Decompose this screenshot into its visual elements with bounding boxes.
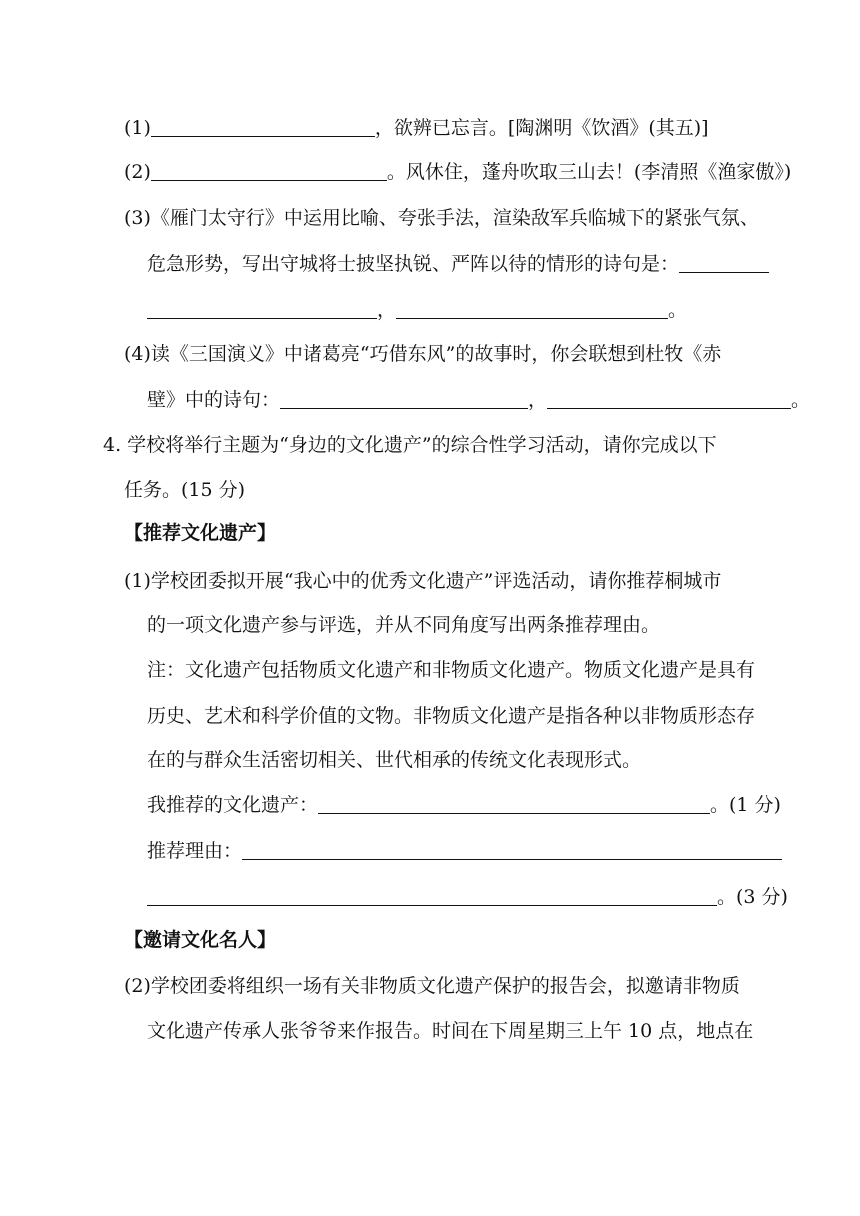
q3-item3-comma: ，: [377, 299, 397, 321]
q3-item1-answer-blank[interactable]: [151, 116, 375, 137]
reason-answer-blank-2[interactable]: [147, 885, 717, 906]
q3-item3-blank-2[interactable]: [396, 298, 668, 319]
q3-item1-number: (1): [124, 117, 151, 139]
q3-item3-line1: (3)《雁门太守行》中运用比喻、夸张手法，渲染敌军兵临城下的紧张气氛、: [124, 207, 759, 229]
q3-item3-line3: [147, 295, 687, 325]
q3-item2-answer-blank[interactable]: [151, 160, 387, 181]
q3-item3-blank-1[interactable]: [147, 298, 377, 319]
q4-reason-row-2: [147, 882, 788, 912]
q4-sub2-line2: 文化遗产传承人张爷爷来作报告。时间在下周星期三上午 10 点，地点在: [147, 1020, 754, 1042]
q3-item2: [124, 157, 791, 187]
section-heading-invite: 【邀请文化名人】: [124, 929, 277, 951]
recommend-label: 我推荐的文化遗产：: [147, 794, 319, 816]
recommend-score: 。(1 分): [710, 794, 781, 816]
q4-sub2-line1: (2)学校团委将组织一场有关非物质文化遗产保护的报告会，拟邀请非物质: [124, 975, 740, 997]
q3-item3-blank-start[interactable]: [679, 252, 769, 273]
q3-item2-text: 。风休住，蓬舟吹取三山去！(李清照《渔家傲》): [386, 161, 792, 183]
q4-recommend-row: [147, 790, 781, 820]
q3-item4-comma: ，: [528, 389, 548, 411]
reason-answer-blank-1[interactable]: [242, 839, 782, 860]
q3-item3-end: 。: [668, 299, 688, 321]
q4-note-line1: 注：文化遗产包括物质文化遗产和非物质文化遗产。物质文化遗产是具有: [147, 659, 756, 681]
q4-stem-line1: 4. 学校将举行主题为“身边的文化遗产”的综合性学习活动，请你完成以下: [103, 434, 717, 456]
section-heading-recommend: 【推荐文化遗产】: [124, 522, 277, 544]
q3-item4-end: 。: [791, 389, 811, 411]
q3-item4-line2: [147, 385, 810, 415]
q4-note-line2: 历史、艺术和科学价值的文物。非物质文化遗产是指各种以非物质形态存: [147, 705, 756, 727]
reason-label: 推荐理由：: [147, 840, 243, 862]
q3-item2-number: (2): [124, 161, 151, 183]
q3-item3-line2: [147, 249, 769, 279]
q4-sub1-line1: (1)学校团委拟开展“我心中的优秀文化遗产”评选活动，请你推荐桐城市: [124, 570, 722, 592]
q3-item4-blank-2[interactable]: [547, 388, 791, 409]
q4-note-line3: 在的与群众生活密切相关、世代相承的传统文化表现形式。: [147, 749, 642, 771]
q3-item3-prompt: 危急形势，写出守城将士披坚执锐、严阵以待的情形的诗句是：: [147, 253, 680, 275]
reason-score: 。(3 分): [717, 886, 788, 908]
q3-item4-blank-1[interactable]: [280, 388, 528, 409]
q3-item1-text: ，欲辨已忘言。[陶渊明《饮酒》(其五)]: [374, 117, 709, 139]
q3-item4-prompt: 壁》中的诗句：: [147, 389, 281, 411]
q3-item4-line1: (4)读《三国演义》中诸葛亮“巧借东风”的故事时，你会联想到杜牧《赤: [124, 343, 722, 365]
q3-item1: [124, 113, 709, 143]
recommend-answer-blank[interactable]: [318, 793, 710, 814]
q4-reason-row: [147, 836, 782, 866]
q4-stem-line2: 任务。(15 分): [124, 479, 246, 501]
q4-sub1-line2: 的一项文化遗产参与评选，并从不同角度写出两条推荐理由。: [147, 614, 661, 636]
